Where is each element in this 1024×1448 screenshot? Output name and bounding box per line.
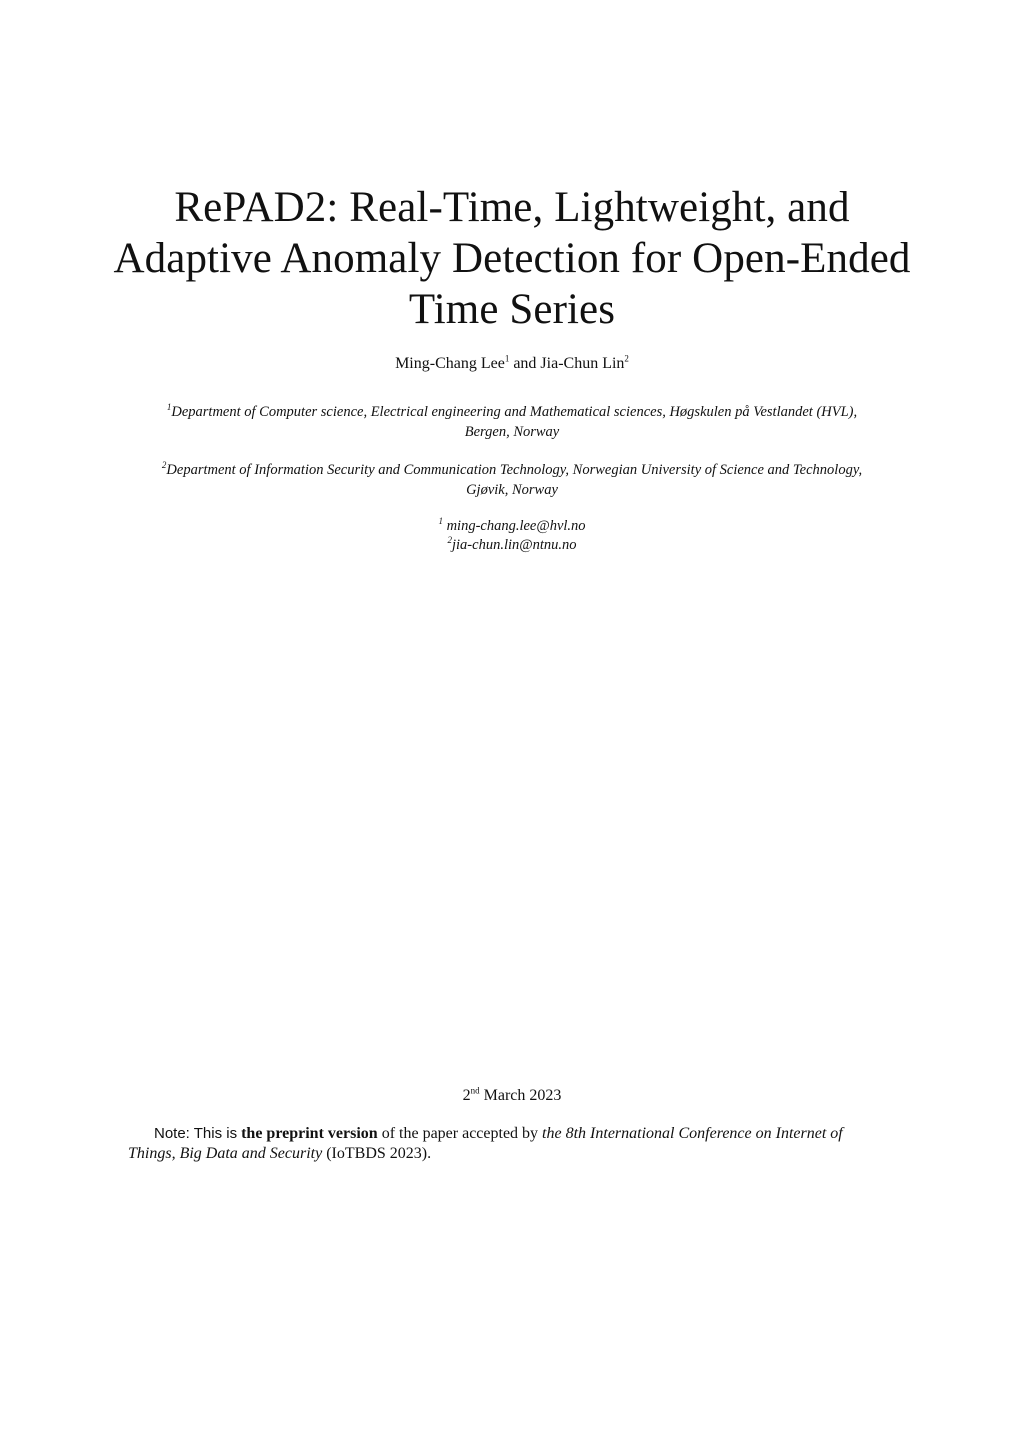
author-affiliation-mark: 1 — [504, 353, 510, 364]
title-line-1: RePAD2: Real-Time, Lightweight, and — [174, 184, 850, 231]
affiliation-mark: 2 — [161, 460, 167, 471]
email-line — [120, 536, 904, 555]
note-label: Note: This is — [154, 1125, 238, 1142]
affiliation-line — [120, 460, 904, 480]
preprint-note — [128, 1124, 904, 1164]
date-day: 2 — [462, 1087, 471, 1104]
note-middle: of the paper accepted by — [381, 1125, 539, 1142]
email-mark: 1 — [438, 516, 443, 527]
note-line-2 — [128, 1144, 904, 1164]
title-line-2: Adaptive Anomaly Detection for Open-Ended — [113, 235, 911, 282]
affiliation — [120, 402, 904, 442]
publication-date — [120, 1085, 904, 1107]
email-address[interactable]: jia-chun.lin@ntnu.no — [452, 537, 577, 553]
affiliation-text: Department of Information Security and Communication Technology, Norwegian University of Science and Technology, — [166, 462, 863, 478]
affiliation-text: Department of Computer science, Electrical engineering and Mathematical sciences, Høgskulen på Vestlandet (HVL), — [171, 404, 858, 420]
author-list — [120, 353, 904, 375]
author-affiliation-mark: 2 — [624, 353, 629, 364]
note-venue-abbr: (IoTBDS 2023). — [326, 1145, 432, 1162]
affiliation-location: Gjøvik, Norway — [466, 482, 558, 498]
email-list — [120, 517, 904, 555]
affiliation-location: Bergen, Norway — [464, 424, 560, 440]
note-line-1 — [128, 1124, 904, 1144]
note-venue: the 8th International Conference on Internet of — [542, 1125, 843, 1142]
email-address[interactable]: ming-chang.lee@hvl.no — [446, 518, 586, 534]
affiliation-mark: 1 — [166, 402, 172, 413]
affiliation — [120, 460, 904, 500]
email-line — [120, 517, 904, 536]
paper-title — [110, 182, 914, 335]
note-venue: Things, Big Data and Security — [128, 1145, 323, 1162]
date-month-year: March 2023 — [483, 1087, 562, 1104]
date-suffix: nd — [470, 1085, 480, 1096]
note-bold-phrase: the preprint version — [241, 1125, 378, 1142]
author-name: Ming-Chang Lee — [395, 355, 505, 372]
title-line-3: Time Series — [408, 286, 616, 333]
affiliation-line — [120, 402, 904, 422]
author-name: Jia-Chun Lin — [540, 355, 625, 372]
author-connector: and — [513, 355, 537, 372]
email-mark: 2 — [447, 535, 452, 546]
